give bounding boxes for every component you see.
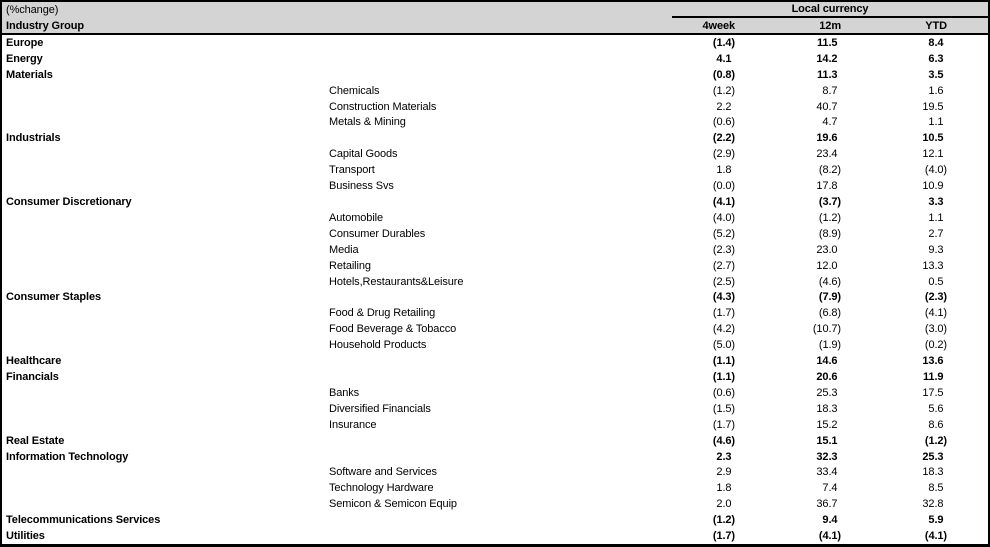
value-cell-ytd: (4.1) [924, 530, 947, 543]
value-cell-12m: (3.7) [818, 196, 841, 209]
value-cell-4week: (0.8) [712, 68, 735, 81]
value-cell-4week: (0.6) [712, 116, 735, 129]
value-cell-4week: (1.7) [712, 418, 735, 431]
value-cell-12m: 25.3 [816, 386, 838, 399]
value-cell-4week: (1.7) [712, 530, 735, 543]
table-row [2, 305, 988, 321]
industry-sub-label: Metals & Mining [329, 116, 406, 129]
table-row [2, 369, 988, 385]
value-cell-12m: (10.7) [812, 323, 841, 336]
value-cell-ytd: 12.1 [922, 148, 944, 161]
value-cell-ytd: 5.6 [928, 402, 944, 415]
value-cell-4week: (2.3) [712, 243, 735, 256]
value-cell-ytd: 5.9 [928, 514, 944, 527]
industry-sub-label: Insurance [329, 418, 377, 431]
table-row [2, 496, 988, 512]
industry-sub-label: Diversified Financials [329, 402, 431, 415]
industry-sub-label: Business Svs [329, 180, 394, 193]
value-cell-ytd: (2.3) [924, 291, 947, 304]
value-cell-12m: 11.3 [817, 68, 838, 81]
industry-group-label: Financials [6, 370, 59, 383]
table-row [2, 401, 988, 417]
value-cell-4week: (4.2) [712, 323, 735, 336]
industry-group-label: Energy [6, 52, 43, 65]
value-cell-12m: 20.6 [816, 370, 838, 383]
pct-change-label: (%change) [6, 4, 59, 16]
industry-sub-label: Food Beverage & Tobacco [329, 323, 457, 336]
industry-sub-label: Automobile [329, 211, 384, 224]
table-row [2, 51, 988, 67]
value-cell-12m: 9.4 [822, 514, 838, 527]
table-row [2, 35, 988, 51]
table-row [2, 178, 988, 194]
value-cell-4week: (4.6) [712, 434, 735, 447]
industry-sub-label: Capital Goods [329, 148, 398, 161]
value-cell-ytd: (0.2) [924, 339, 947, 352]
value-cell-ytd: 17.5 [922, 386, 944, 399]
value-cell-4week: (1.2) [712, 84, 735, 97]
industry-group-label: Consumer Staples [6, 291, 101, 304]
value-cell-4week: (2.7) [712, 259, 735, 272]
value-cell-4week: (0.0) [712, 180, 735, 193]
value-cell-ytd: 9.3 [928, 243, 944, 256]
value-cell-ytd: 8.4 [928, 36, 944, 49]
value-cell-12m: (4.6) [818, 275, 841, 288]
value-cell-4week: (2.2) [712, 132, 735, 145]
table-row [2, 464, 988, 480]
value-cell-12m: (1.2) [818, 211, 841, 224]
value-cell-ytd: 8.5 [928, 482, 944, 495]
value-cell-4week: 1.8 [716, 164, 732, 177]
industry-sub-label: Consumer Durables [329, 227, 426, 240]
table-row [2, 480, 988, 496]
value-cell-4week: (1.1) [712, 355, 735, 368]
value-cell-4week: (1.4) [712, 36, 735, 49]
value-cell-4week: 2.3 [716, 450, 732, 463]
value-cell-12m: 18.3 [816, 402, 838, 415]
value-cell-12m: 8.7 [822, 84, 838, 97]
industry-sub-label: Media [329, 243, 359, 256]
value-cell-12m: (7.9) [818, 291, 841, 304]
industry-group-label: Europe [6, 36, 44, 49]
value-cell-4week: 1.8 [716, 482, 732, 495]
industry-sub-label: Semicon & Semicon Equip [329, 498, 457, 511]
value-cell-12m: (8.9) [818, 227, 841, 240]
value-cell-ytd: 1.1 [928, 116, 944, 129]
value-cell-ytd: (4.1) [924, 307, 947, 320]
value-cell-ytd: 10.9 [922, 180, 944, 193]
table-row [2, 67, 988, 83]
column-header-ytd: YTD [925, 19, 947, 32]
value-cell-4week: 2.0 [716, 498, 732, 511]
value-cell-ytd: 19.5 [922, 100, 944, 113]
value-cell-12m: 17.8 [816, 180, 838, 193]
value-cell-ytd: 3.5 [928, 68, 944, 81]
value-cell-ytd: (3.0) [924, 323, 947, 336]
industry-sub-label: Construction Materials [329, 100, 437, 113]
value-cell-12m: 15.2 [816, 418, 838, 431]
industry-group-label: Utilities [6, 530, 45, 543]
table-row [2, 210, 988, 226]
value-cell-ytd: 11.9 [923, 370, 944, 383]
header-row-title [2, 2, 988, 18]
industry-sub-label: Food & Drug Retailing [329, 307, 436, 320]
value-cell-12m: 33.4 [816, 466, 838, 479]
value-cell-4week: (4.0) [712, 211, 735, 224]
industry-group-label: Information Technology [6, 450, 129, 463]
value-cell-12m: 40.7 [816, 100, 838, 113]
industry-sub-label: Transport [329, 164, 375, 177]
value-cell-12m: 32.3 [816, 450, 838, 463]
value-cell-4week: 2.9 [716, 466, 732, 479]
value-cell-ytd: 32.8 [922, 498, 944, 511]
value-cell-4week: (1.5) [712, 402, 735, 415]
local-currency-group-header [672, 2, 988, 18]
value-cell-ytd: (4.0) [924, 164, 947, 177]
table-row [2, 417, 988, 433]
value-cell-ytd: 1.1 [928, 211, 944, 224]
table-row [2, 449, 988, 465]
industry-sub-label: Retailing [329, 259, 371, 272]
industry-sub-label: Software and Services [329, 466, 437, 479]
value-cell-4week: (1.2) [712, 514, 735, 527]
table-row [2, 194, 988, 210]
table-row [2, 258, 988, 274]
industry-sub-label: Banks [329, 386, 360, 399]
value-cell-ytd: 6.3 [928, 52, 944, 65]
value-cell-12m: 23.0 [816, 243, 838, 256]
value-cell-4week: 2.2 [716, 100, 732, 113]
table-row [2, 130, 988, 146]
industry-sub-label: Chemicals [329, 84, 380, 97]
local-currency-label: Local currency [791, 3, 869, 15]
value-cell-12m: 36.7 [816, 498, 838, 511]
value-cell-4week: 4.1 [716, 52, 732, 65]
industry-group-label: Consumer Discretionary [6, 196, 132, 209]
table-row [2, 290, 988, 306]
table-row [2, 83, 988, 99]
value-cell-12m: 12.0 [816, 259, 838, 272]
value-cell-12m: 14.6 [816, 355, 838, 368]
industry-sub-label: Household Products [329, 339, 427, 352]
table-row [2, 146, 988, 162]
table-body [2, 35, 988, 544]
value-cell-ytd: 13.3 [922, 259, 944, 272]
value-cell-ytd: 18.3 [922, 466, 944, 479]
value-cell-12m: 15.1 [816, 434, 838, 447]
table-row [2, 99, 988, 115]
table-row [2, 512, 988, 528]
column-header-12m: 12m [819, 19, 841, 32]
table-row [2, 433, 988, 449]
value-cell-12m: (6.8) [818, 307, 841, 320]
value-cell-12m: (8.2) [818, 164, 841, 177]
value-cell-ytd: (1.2) [924, 434, 947, 447]
value-cell-ytd: 1.6 [928, 84, 944, 97]
value-cell-4week: (4.1) [712, 196, 735, 209]
industry-sub-label: Hotels,Restaurants&Leisure [329, 275, 464, 288]
value-cell-12m: 7.4 [822, 482, 838, 495]
value-cell-ytd: 3.3 [928, 196, 944, 209]
table-row [2, 242, 988, 258]
value-cell-ytd: 2.7 [928, 227, 944, 240]
industry-group-column-header: Industry Group [6, 19, 85, 32]
table-row [2, 226, 988, 242]
value-cell-4week: (1.1) [712, 370, 735, 383]
value-cell-ytd: 10.5 [922, 132, 944, 145]
table-row [2, 274, 988, 290]
value-cell-12m: 4.7 [822, 116, 838, 129]
value-cell-12m: (1.9) [818, 339, 841, 352]
table-row [2, 115, 988, 131]
value-cell-4week: (0.6) [712, 386, 735, 399]
table-row [2, 385, 988, 401]
value-cell-ytd: 25.3 [922, 450, 944, 463]
table-row [2, 321, 988, 337]
value-cell-12m: 14.2 [816, 52, 838, 65]
value-cell-4week: (4.3) [712, 291, 735, 304]
industry-group-label: Materials [6, 68, 53, 81]
value-cell-ytd: 0.5 [928, 275, 944, 288]
industry-group-label: Real Estate [6, 434, 65, 447]
value-cell-4week: (5.0) [712, 339, 735, 352]
value-cell-4week: (1.7) [712, 307, 735, 320]
table-row [2, 162, 988, 178]
table-row [2, 337, 988, 353]
value-cell-4week: (2.9) [712, 148, 735, 161]
industry-group-label: Healthcare [6, 355, 62, 368]
table-header [2, 2, 988, 35]
header-row-columns [2, 18, 988, 33]
value-cell-12m: 19.6 [816, 132, 838, 145]
table-row [2, 528, 988, 544]
industry-sub-label: Technology Hardware [329, 482, 434, 495]
value-cell-12m: 11.5 [817, 36, 838, 49]
value-cell-ytd: 8.6 [928, 418, 944, 431]
value-cell-12m: 23.4 [816, 148, 838, 161]
value-cell-4week: (5.2) [712, 227, 735, 240]
value-cell-ytd: 13.6 [922, 355, 944, 368]
industry-group-label: Industrials [6, 132, 61, 145]
column-header-4week: 4week [702, 19, 735, 32]
industry-group-label: Telecommunications Services [6, 514, 161, 527]
value-cell-12m: (4.1) [818, 530, 841, 543]
value-cell-4week: (2.5) [712, 275, 735, 288]
table-row [2, 353, 988, 369]
